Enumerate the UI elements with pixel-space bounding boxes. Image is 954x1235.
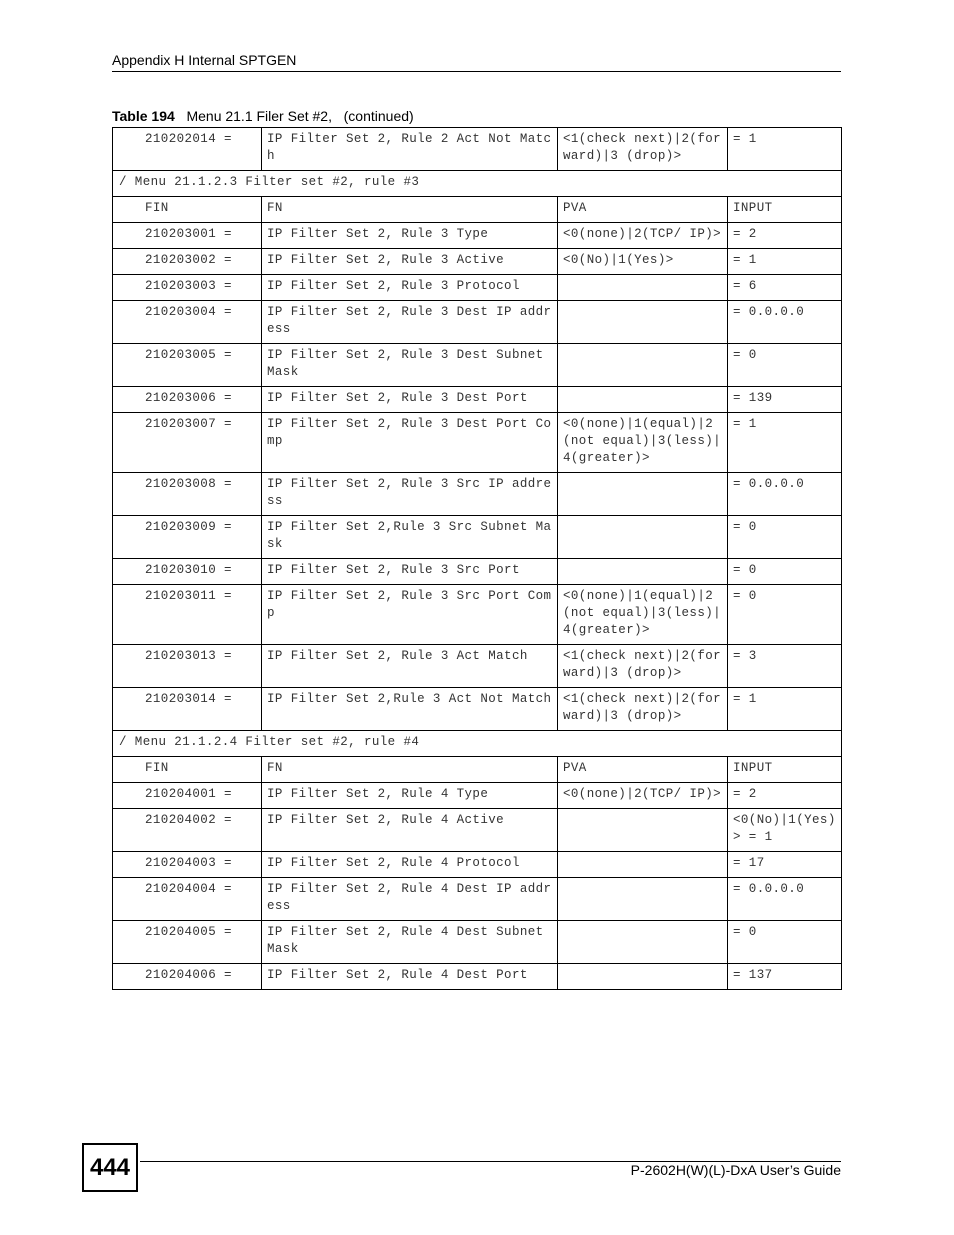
table-caption-text: Menu 21.1 Filer Set #2, (continued) bbox=[186, 108, 414, 124]
cell-fin: 210203014 = bbox=[113, 688, 262, 731]
cell-pva: <1(check next)|2(forward)|3 (drop)> bbox=[558, 128, 728, 171]
cell-fin: 210203011 = bbox=[113, 585, 262, 645]
cell-input: = 1 bbox=[728, 128, 842, 171]
header-cell-pva: PVA bbox=[558, 197, 728, 223]
cell-pva bbox=[558, 921, 728, 964]
cell-fin: 210203005 = bbox=[113, 344, 262, 387]
cell-input: = 137 bbox=[728, 964, 842, 990]
cell-fn: IP Filter Set 2, Rule 4 Dest Subnet Mask bbox=[262, 921, 558, 964]
cell-fn: IP Filter Set 2, Rule 3 Dest Port bbox=[262, 387, 558, 413]
cell-fn: IP Filter Set 2, Rule 3 Protocol bbox=[262, 275, 558, 301]
table-row bbox=[113, 473, 842, 516]
table-row bbox=[113, 301, 842, 344]
table-row bbox=[113, 878, 842, 921]
cell-input: = 17 bbox=[728, 852, 842, 878]
cell-fin: 210204004 = bbox=[113, 878, 262, 921]
cell-fn: IP Filter Set 2, Rule 3 Dest Port Comp bbox=[262, 413, 558, 473]
cell-fn: IP Filter Set 2, Rule 4 Type bbox=[262, 783, 558, 809]
cell-pva bbox=[558, 344, 728, 387]
cell-pva bbox=[558, 516, 728, 559]
cell-input: <0(No)|1(Yes)> = 1 bbox=[728, 809, 842, 852]
table-row bbox=[113, 585, 842, 645]
cell-fin: 210203013 = bbox=[113, 645, 262, 688]
cell-pva bbox=[558, 559, 728, 585]
cell-fin: 210203007 = bbox=[113, 413, 262, 473]
table-caption bbox=[112, 108, 414, 124]
cell-fn: IP Filter Set 2, Rule 4 Active bbox=[262, 809, 558, 852]
menu-table-body bbox=[113, 128, 842, 990]
section-title: / Menu 21.1.2.3 Filter set #2, rule #3 bbox=[113, 171, 842, 197]
cell-fin: 210203003 = bbox=[113, 275, 262, 301]
cell-input: = 1 bbox=[728, 413, 842, 473]
table-row bbox=[113, 249, 842, 275]
header-cell-fn: FN bbox=[262, 757, 558, 783]
cell-fn: IP Filter Set 2, Rule 3 Src Port Comp bbox=[262, 585, 558, 645]
cell-fin: 210203009 = bbox=[113, 516, 262, 559]
section-row bbox=[113, 731, 842, 757]
cell-pva bbox=[558, 473, 728, 516]
cell-fn: IP Filter Set 2, Rule 3 Dest Subnet Mask bbox=[262, 344, 558, 387]
cell-fin: 210204001 = bbox=[113, 783, 262, 809]
cell-input: = 0 bbox=[728, 585, 842, 645]
table-caption-label: Table 194 bbox=[112, 108, 175, 124]
cell-input: = 0 bbox=[728, 921, 842, 964]
table-row bbox=[113, 344, 842, 387]
cell-pva bbox=[558, 275, 728, 301]
cell-fin: 210203002 = bbox=[113, 249, 262, 275]
table-row bbox=[113, 413, 842, 473]
table-row bbox=[113, 964, 842, 990]
header-cell-input: INPUT bbox=[728, 757, 842, 783]
cell-fin: 210204003 = bbox=[113, 852, 262, 878]
cell-input: = 1 bbox=[728, 688, 842, 731]
cell-input: = 3 bbox=[728, 645, 842, 688]
cell-fin: 210202014 = bbox=[113, 128, 262, 171]
cell-input: = 0.0.0.0 bbox=[728, 473, 842, 516]
cell-fn: IP Filter Set 2, Rule 3 Src IP address bbox=[262, 473, 558, 516]
page-number: 444 bbox=[82, 1143, 138, 1192]
cell-input: = 2 bbox=[728, 783, 842, 809]
cell-fin: 210203004 = bbox=[113, 301, 262, 344]
table-header-row bbox=[113, 757, 842, 783]
cell-fn: IP Filter Set 2, Rule 3 Act Match bbox=[262, 645, 558, 688]
cell-pva bbox=[558, 387, 728, 413]
table-row bbox=[113, 559, 842, 585]
cell-input: = 0 bbox=[728, 516, 842, 559]
cell-fn: IP Filter Set 2, Rule 3 Type bbox=[262, 223, 558, 249]
cell-pva: <0(none)|1(equal)|2(not equal)|3(less)|4(greater)> bbox=[558, 413, 728, 473]
cell-pva bbox=[558, 852, 728, 878]
cell-fn: IP Filter Set 2, Rule 2 Act Not Match bbox=[262, 128, 558, 171]
table-row bbox=[113, 275, 842, 301]
cell-fin: 210203010 = bbox=[113, 559, 262, 585]
cell-pva: <1(check next)|2(forward)|3 (drop)> bbox=[558, 688, 728, 731]
cell-fn: IP Filter Set 2,Rule 3 Src Subnet Mask bbox=[262, 516, 558, 559]
cell-fn: IP Filter Set 2, Rule 3 Active bbox=[262, 249, 558, 275]
header-cell-fin: FIN bbox=[113, 197, 262, 223]
header-cell-fn: FN bbox=[262, 197, 558, 223]
cell-fin: 210203008 = bbox=[113, 473, 262, 516]
cell-fin: 210204006 = bbox=[113, 964, 262, 990]
cell-pva bbox=[558, 964, 728, 990]
cell-pva bbox=[558, 809, 728, 852]
cell-fin: 210203006 = bbox=[113, 387, 262, 413]
cell-pva: <0(none)|2(TCP/ IP)> bbox=[558, 223, 728, 249]
menu-table bbox=[112, 127, 842, 990]
header-cell-fin: FIN bbox=[113, 757, 262, 783]
cell-fin: 210204002 = bbox=[113, 809, 262, 852]
cell-fn: IP Filter Set 2, Rule 3 Src Port bbox=[262, 559, 558, 585]
cell-fn: IP Filter Set 2, Rule 3 Dest IP address bbox=[262, 301, 558, 344]
cell-pva bbox=[558, 301, 728, 344]
cell-input: = 0 bbox=[728, 559, 842, 585]
header-rule bbox=[112, 71, 841, 72]
cell-fin: 210204005 = bbox=[113, 921, 262, 964]
cell-input: = 139 bbox=[728, 387, 842, 413]
cell-pva: <0(none)|2(TCP/ IP)> bbox=[558, 783, 728, 809]
table-row bbox=[113, 921, 842, 964]
table-row bbox=[113, 688, 842, 731]
table-row bbox=[113, 645, 842, 688]
cell-input: = 0 bbox=[728, 344, 842, 387]
page-header: Appendix H Internal SPTGEN bbox=[112, 52, 297, 68]
cell-fn: IP Filter Set 2,Rule 3 Act Not Match bbox=[262, 688, 558, 731]
section-row bbox=[113, 171, 842, 197]
cell-input: = 6 bbox=[728, 275, 842, 301]
cell-fn: IP Filter Set 2, Rule 4 Dest Port bbox=[262, 964, 558, 990]
table-row bbox=[113, 809, 842, 852]
table-row bbox=[113, 387, 842, 413]
cell-fn: IP Filter Set 2, Rule 4 Dest IP address bbox=[262, 878, 558, 921]
guide-title: P-2602H(W)(L)-DxA User’s Guide bbox=[630, 1162, 841, 1178]
cell-pva: <0(none)|1(equal)|2(not equal)|3(less)|4(greater)> bbox=[558, 585, 728, 645]
table-row bbox=[113, 128, 842, 171]
section-title: / Menu 21.1.2.4 Filter set #2, rule #4 bbox=[113, 731, 842, 757]
table-header-row bbox=[113, 197, 842, 223]
cell-fin: 210203001 = bbox=[113, 223, 262, 249]
cell-pva: <1(check next)|2(forward)|3 (drop)> bbox=[558, 645, 728, 688]
header-cell-pva: PVA bbox=[558, 757, 728, 783]
cell-input: = 1 bbox=[728, 249, 842, 275]
cell-pva bbox=[558, 878, 728, 921]
table-row bbox=[113, 223, 842, 249]
table-row bbox=[113, 852, 842, 878]
cell-pva: <0(No)|1(Yes)> bbox=[558, 249, 728, 275]
cell-fn: IP Filter Set 2, Rule 4 Protocol bbox=[262, 852, 558, 878]
header-cell-input: INPUT bbox=[728, 197, 842, 223]
cell-input: = 0.0.0.0 bbox=[728, 878, 842, 921]
table-row bbox=[113, 783, 842, 809]
cell-input: = 0.0.0.0 bbox=[728, 301, 842, 344]
cell-input: = 2 bbox=[728, 223, 842, 249]
table-row bbox=[113, 516, 842, 559]
